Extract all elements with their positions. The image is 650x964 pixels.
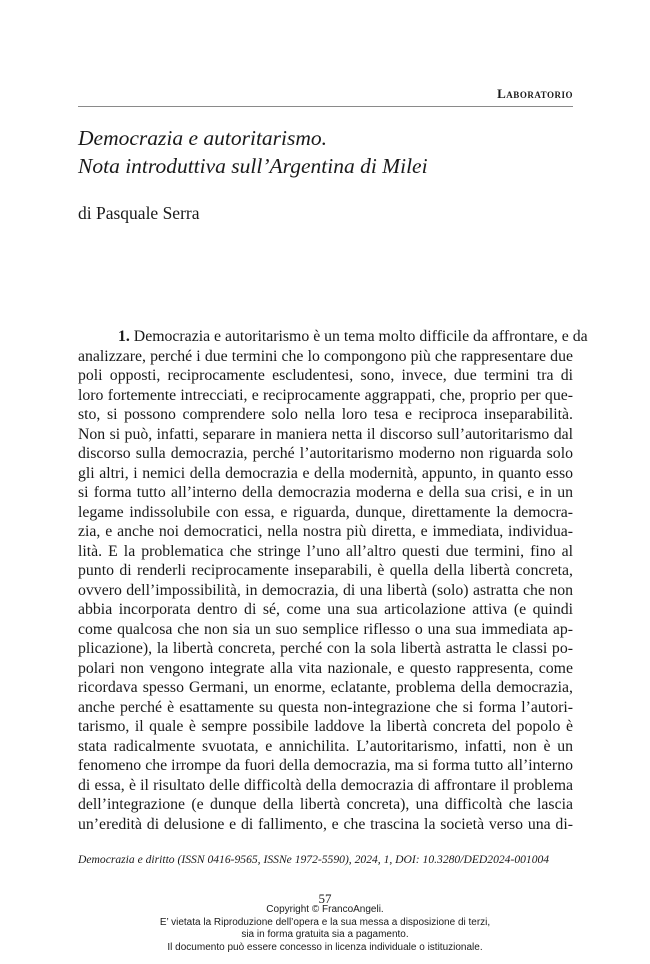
body-line: come qualcosa che non sia un suo semplice riflesso o una sua immediata ap- <box>78 620 573 638</box>
copyright-notice <box>0 904 650 954</box>
copyright-line: E’ vietata la Riproduzione dell’opera e la sua messa a disposizione di terzi, <box>159 916 491 928</box>
body-line: zia, e anche noi democratici, nella nostra più diretta, e immediata, individua- <box>78 523 573 540</box>
section-label: Laboratorio <box>497 86 573 101</box>
body-line: legame indissolubile con essa, e riguarda, dunque, direttamente la democra- <box>78 503 573 521</box>
body-line: anche perché è esattamente su questa non-integrazione che si forma l’autori- <box>78 698 573 716</box>
header-rule <box>78 106 573 107</box>
body-line: loro fortemente intrecciati, e reciprocamente aggrappati, che, proprio per que- <box>78 386 573 404</box>
body-line: ovvero dell’impossibilità, in democrazia, di una libertà (solo) astratta che non <box>78 581 573 599</box>
title-line-2: Nota introduttiva sull’Argentina di Milei <box>78 154 428 178</box>
body-paragraph <box>78 327 588 834</box>
paragraph-number: 1. <box>118 328 130 345</box>
copyright-line: Copyright © FrancoAngeli. <box>266 904 384 915</box>
page-number: 57 <box>318 891 332 906</box>
copyright-line: Il documento può essere concesso in licenza individuale o istituzionale. <box>167 941 483 953</box>
body-line: ricordava spesso Germani, un enorme, eclatante, problema della democrazia, <box>78 679 573 696</box>
author-byline: di Pasquale Serra <box>78 203 200 223</box>
body-line: discorso sulla democrazia, perché l’autoritarismo moderno non riguarda solo <box>78 445 573 462</box>
journal-citation: Democrazia e diritto (ISSN 0416-9565, ISSNe 1972-5590), 2024, 1, DOI: 10.3280/DED2024-001004 <box>78 853 550 866</box>
body-line: polari non vengono integrate alla vita nazionale, e questo rappresenta, come <box>78 659 573 677</box>
body-line: di essa, è il risultato delle difficoltà della democrazia di affrontare il problema <box>78 776 573 794</box>
body-line: tarismo, il quale è sempre possibile laddove la libertà concreta del popolo è <box>78 718 573 735</box>
body-line: gli altri, i nemici della democrazia e della modernità, appunto, in quanto esso <box>78 464 573 482</box>
body-line: si forma tutto all’interno della democrazia moderna e della sua crisi, e in un <box>78 484 573 501</box>
article-title <box>78 124 573 180</box>
body-line: poli opposti, reciprocamente escludentesi, sono, invece, due termini tra di <box>78 367 573 384</box>
body-line: punto di renderli reciprocamente inseparabili, è quella della libertà concreta, <box>78 562 573 579</box>
body-line: stata radicalmente svuotata, e annichilita. L’autoritarismo, infatti, non è un <box>78 737 573 755</box>
body-line: lità. E la problematica che stringe l’uno all’altro questi due termini, fino al <box>78 542 573 560</box>
body-line: Non si può, infatti, separare in maniera netta il discorso sull’autoritarismo dal <box>78 425 573 443</box>
copyright-line: sia in forma gratuita sia a pagamento. <box>241 929 409 940</box>
body-line: abbia incorporata dentro di sé, come una sua articolazione attiva (e quindi <box>78 601 573 618</box>
body-line: analizzare, perché i due termini che lo compongono più che rappresentare due <box>78 347 573 365</box>
body-line: plicazione), la libertà concreta, perché con la sola libertà astratta le classi po- <box>78 640 573 657</box>
body-line: un’eredità di delusione e di fallimento, e che trascina la società verso una di- <box>78 815 573 833</box>
title-line-1: Democrazia e autoritarismo. <box>78 126 328 150</box>
body-line: dell’integrazione (e dunque della libertà concreta), una difficoltà che lascia <box>78 796 573 813</box>
body-line: fenomeno che irrompe da fuori della democrazia, ma si forma tutto all’interno <box>78 757 573 774</box>
body-line: 1. Democrazia e autoritarismo è un tema molto difficile da affrontare, e da <box>118 328 588 345</box>
body-line: sto, si possono comprendere solo nella loro tesa e reciproca inseparabilità. <box>78 406 573 423</box>
